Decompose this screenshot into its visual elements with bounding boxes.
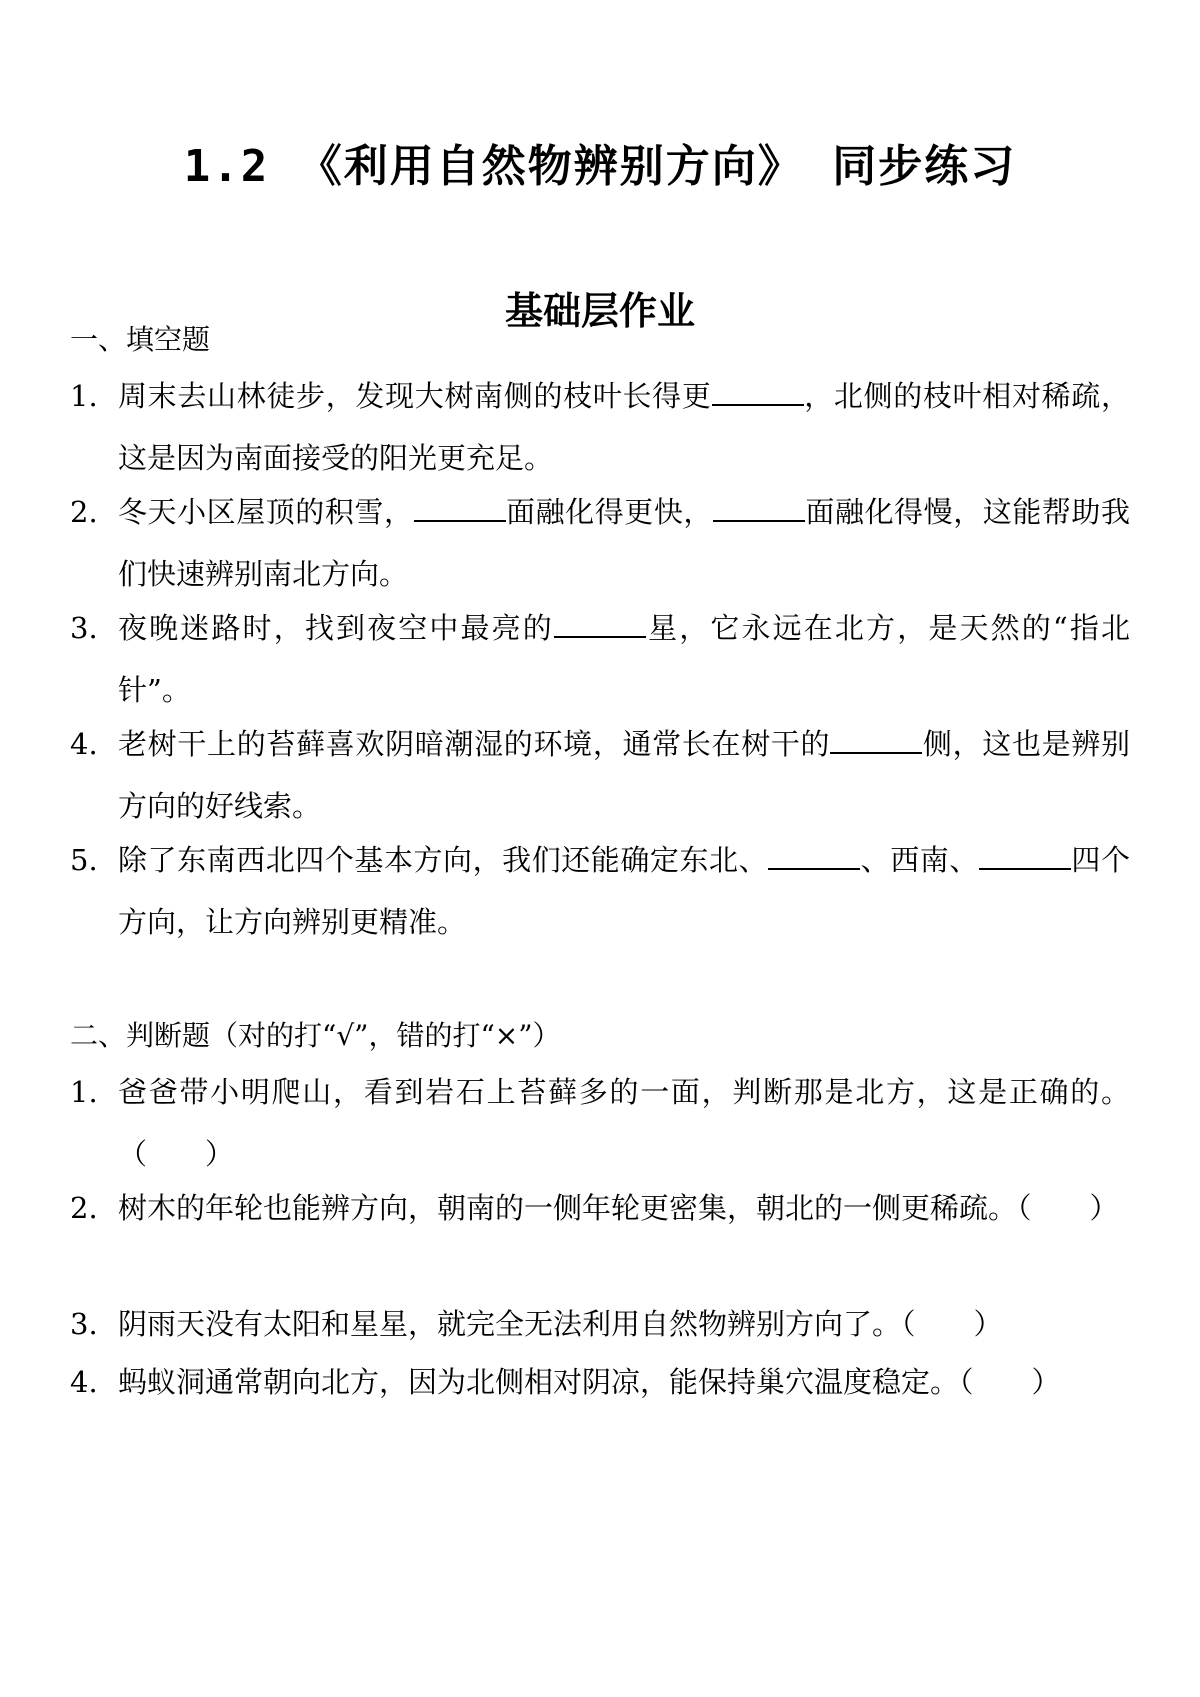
question-text: 周末去山林徒步，发现大树南侧的枝叶长得更 — [118, 379, 712, 413]
answer-blank — [979, 844, 1071, 870]
question-text: 冬天小区屋顶的积雪， — [118, 495, 414, 529]
question-text: 侧，这也是辨别方向的好线索。 — [118, 727, 1130, 823]
question-text: 老树干上的苔藓喜欢阴暗潮湿的环境，通常长在树干的 — [118, 727, 831, 761]
answer-blank — [830, 728, 922, 754]
question-text: 除了东南西北四个基本方向，我们还能确定东北、 — [118, 843, 769, 877]
answer-blank — [712, 380, 804, 406]
page-subtitle: 基础层作业 — [504, 288, 695, 333]
fill-blank-question-2 — [70, 481, 1130, 605]
question-number: 2. — [70, 495, 98, 529]
true-false-question-1 — [70, 1061, 1130, 1185]
question-text: 阴雨天没有太阳和星星，就完全无法利用自然物辨别方向了。（ ） — [118, 1307, 1003, 1341]
answer-blank — [554, 612, 646, 638]
section-fill-blank-heading: 一、填空题 — [70, 323, 211, 356]
question-text: ，北侧的枝叶相对稀疏，这是因为南面接受的阳光更充足。 — [118, 379, 1130, 475]
question-number: 1. — [70, 1075, 98, 1109]
question-text: 面融化得慢，这能帮助我们快速辨别南北方向。 — [118, 495, 1130, 591]
question-text: 爸爸带小明爬山，看到岩石上苔藓多的一面，判断那是北方，这是正确的。（ ） — [118, 1075, 1130, 1171]
fill-blank-question-1 — [70, 365, 1130, 489]
question-text: 星，它永远在北方，是天然的“指北针”。 — [118, 611, 1130, 707]
answer-blank — [768, 844, 860, 870]
question-text: 、西南、 — [860, 843, 979, 877]
answer-blank — [713, 496, 805, 522]
section-true-false-heading: 二、判断题（对的打“√”，错的打“×”） — [70, 1019, 561, 1052]
true-false-question-2 — [70, 1177, 1130, 1239]
answer-blank — [414, 496, 506, 522]
question-text: 四个方向，让方向辨别更精准。 — [118, 843, 1130, 939]
question-number: 4. — [70, 727, 98, 761]
question-number: 3. — [70, 611, 98, 645]
fill-blank-question-5 — [70, 829, 1130, 953]
question-number: 2. — [70, 1191, 98, 1225]
question-text: 面融化得更快， — [505, 495, 713, 529]
fill-blank-question-4 — [70, 713, 1130, 837]
question-text: 树木的年轮也能辨方向，朝南的一侧年轮更密集，朝北的一侧更稀疏。（ ） — [118, 1191, 1119, 1225]
question-number: 5. — [70, 843, 98, 877]
question-number: 4. — [70, 1365, 98, 1399]
fill-blank-question-3 — [70, 597, 1130, 721]
question-number: 1. — [70, 379, 98, 413]
true-false-question-3 — [70, 1293, 1130, 1355]
question-text: 蚂蚁洞通常朝向北方，因为北侧相对阴凉，能保持巢穴温度稳定。（ ） — [118, 1365, 1061, 1399]
question-text: 夜晚迷路时，找到夜空中最亮的 — [118, 611, 554, 645]
page-title: 1.2 《利用自然物辨别方向》 同步练习 — [183, 141, 1017, 192]
true-false-question-4 — [70, 1351, 1130, 1413]
question-number: 3. — [70, 1307, 98, 1341]
